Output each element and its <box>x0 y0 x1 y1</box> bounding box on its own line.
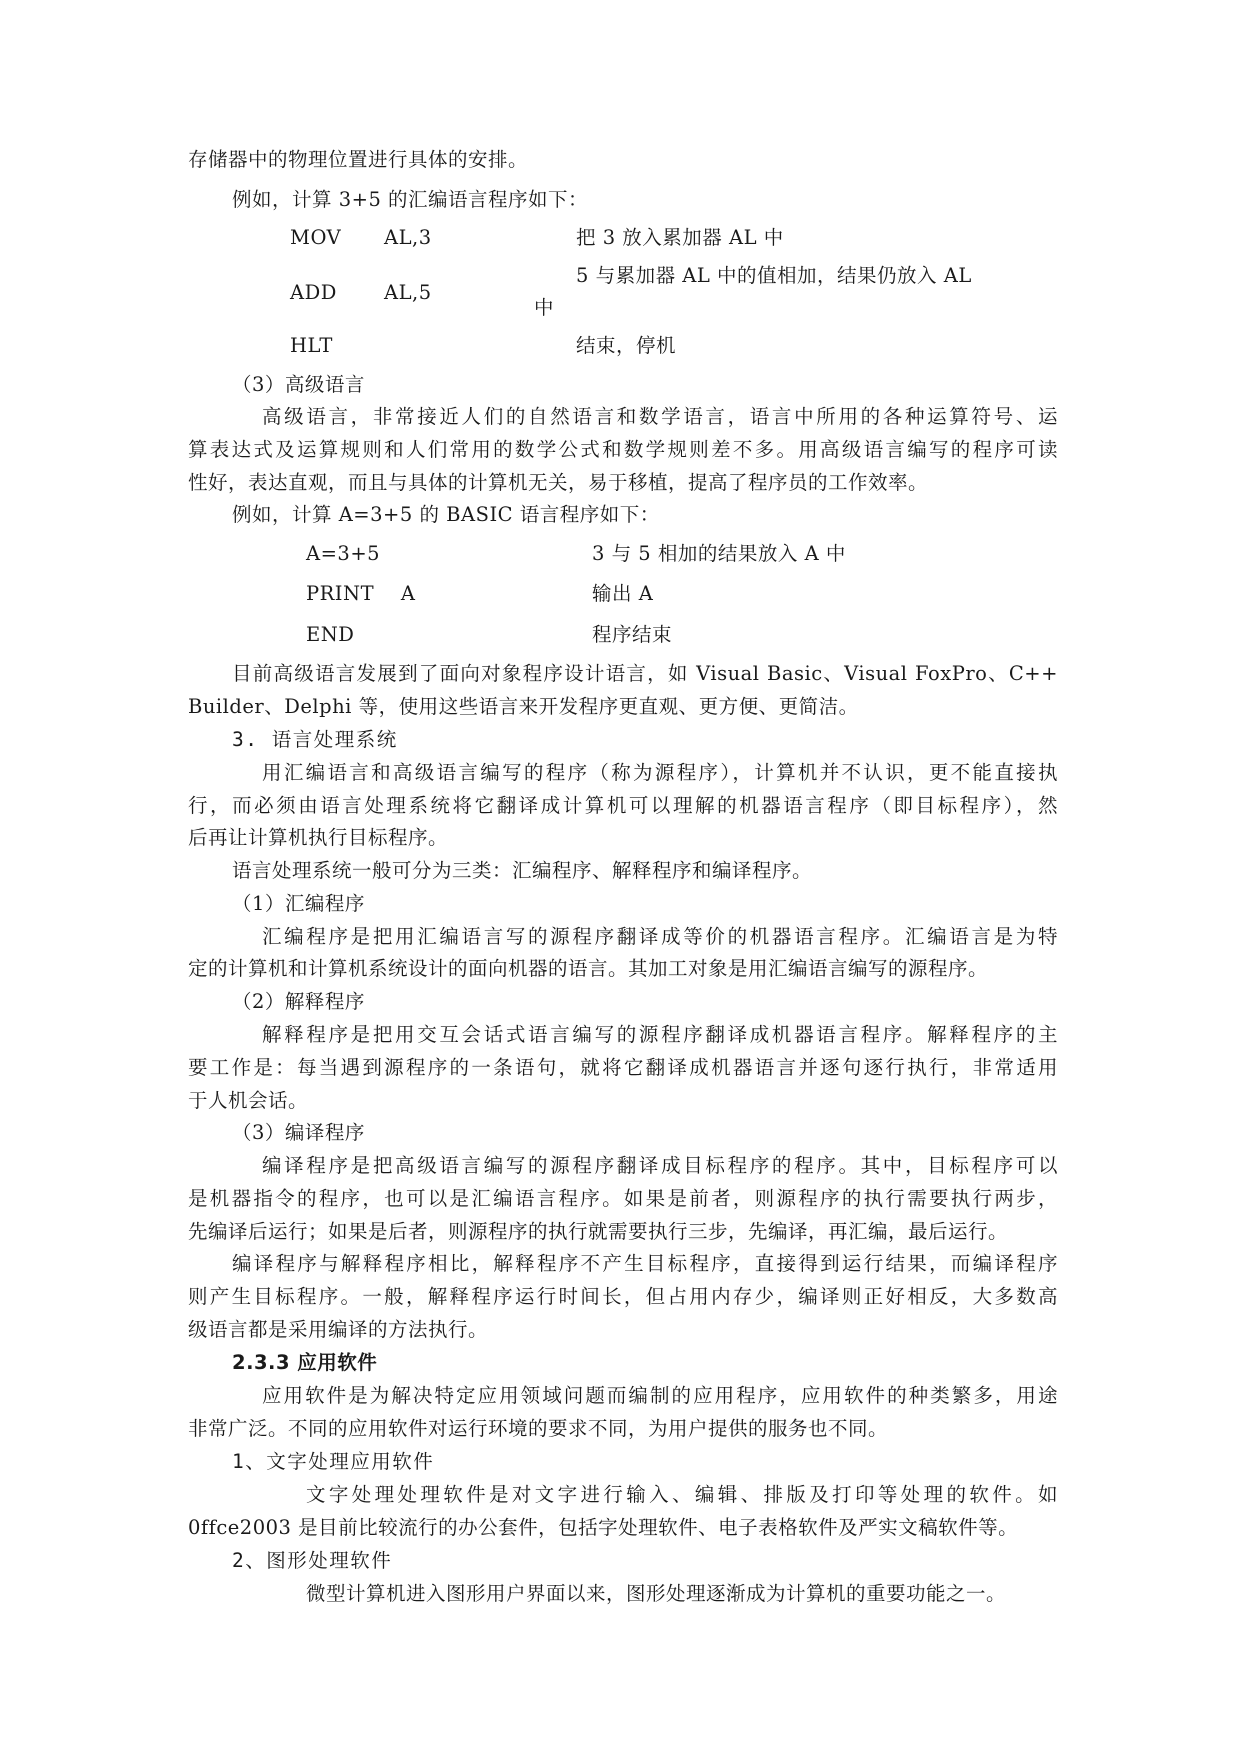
paragraph-line: 后再让计算机执行目标程序。 <box>188 826 449 849</box>
asm-opcode: MOV <box>290 226 342 249</box>
paragraph-line: 性好，表达直观，而且与具体的计算机无关，易于移植，提高了程序员的工作效率。 <box>188 471 929 494</box>
basic-code: PRINT A <box>306 582 416 605</box>
asm-description: 结束，停机 <box>576 334 677 357</box>
paragraph-line: 则产生目标程序。一般，解释程序运行时间长，但占用内存少，编译则正好相反，大多数高 <box>188 1285 1058 1308</box>
paragraph-line: 要工作是：每当遇到源程序的一条语句，就将它翻译成机器语言并逐句逐行执行，非常适用 <box>188 1056 1058 1079</box>
subsection-heading: （3）高级语言 <box>232 373 365 396</box>
asm-operand: AL,5 <box>384 281 432 304</box>
paragraph-line: 汇编程序是把用汇编语言写的源程序翻译成等价的机器语言程序。汇编语言是为特 <box>262 925 1058 948</box>
paragraph-line: 定的计算机和计算机系统设计的面向机器的语言。其加工对象是用汇编语言编写的源程序。 <box>188 957 989 980</box>
paragraph-line: 行，而必须由语言处理系统将它翻译成计算机可以理解的机器语言程序（即目标程序），然 <box>188 794 1058 817</box>
basic-description: 3 与 5 相加的结果放入 A 中 <box>592 542 846 565</box>
basic-description: 程序结束 <box>592 623 673 646</box>
subsection-heading: （3）编译程序 <box>232 1121 365 1144</box>
paragraph-line: 例如，计算 3+5 的汇编语言程序如下： <box>232 188 589 211</box>
paragraph-line: 级语言都是采用编译的方法执行。 <box>188 1318 489 1341</box>
paragraph-line: Builder、Delphi 等，使用这些语言来开发程序更直观、更方便、更简洁。 <box>188 695 859 718</box>
paragraph-line: 文字处理处理软件是对文字进行输入、编辑、排版及打印等处理的软件。如 <box>306 1483 1058 1506</box>
subsection-heading: （1）汇编程序 <box>232 892 365 915</box>
asm-description: 把 3 放入累加器 AL 中 <box>576 226 784 249</box>
paragraph-line: 高级语言，非常接近人们的自然语言和数学语言，语言中所用的各种运算符号、运 <box>262 405 1058 428</box>
paragraph-line: 先编译后运行；如果是后者，则源程序的执行就需要执行三步，先编译，再汇编，最后运行。 <box>188 1220 1009 1243</box>
asm-opcode: HLT <box>290 334 333 357</box>
section-heading: 2.3.3 应用软件 <box>232 1351 378 1374</box>
paragraph-line: 存储器中的物理位置进行具体的安排。 <box>188 148 529 171</box>
paragraph-line: 例如，计算 A=3+5 的 BASIC 语言程序如下： <box>232 503 660 526</box>
paragraph-line: 算表达式及运算规则和人们常用的数学公式和数学规则差不多。用高级语言编写的程序可读 <box>188 438 1058 461</box>
asm-opcode: ADD <box>290 281 337 304</box>
subsection-heading: 2、图形处理软件 <box>232 1549 393 1572</box>
paragraph-line: 目前高级语言发展到了面向对象程序设计语言，如 Visual Basic、Visual FoxPro、C++ <box>232 662 1058 685</box>
paragraph-line: 解释程序是把用交互会话式语言编写的源程序翻译成机器语言程序。解释程序的主 <box>262 1023 1058 1046</box>
section-heading: 3. 语言处理系统 <box>232 728 398 751</box>
paragraph-line: 语言处理系统一般可分为三类：汇编程序、解释程序和编译程序。 <box>232 859 813 882</box>
basic-code: A=3+5 <box>306 542 381 565</box>
paragraph-line: 非常广泛。不同的应用软件对运行环境的要求不同，为用户提供的服务也不同。 <box>188 1417 889 1440</box>
paragraph-line: 编译程序是把高级语言编写的源程序翻译成目标程序的程序。其中，目标程序可以 <box>262 1154 1058 1177</box>
paragraph-line: 应用软件是为解决特定应用领域问题而编制的应用程序，应用软件的种类繁多，用途 <box>262 1384 1058 1407</box>
subsection-heading: 1、文字处理应用软件 <box>232 1450 435 1473</box>
paragraph-line: 编译程序与解释程序相比，解释程序不产生目标程序，直接得到运行结果，而编译程序 <box>232 1252 1058 1275</box>
subsection-heading: （2）解释程序 <box>232 990 365 1013</box>
paragraph-line: 微型计算机进入图形用户界面以来，图形处理逐渐成为计算机的重要功能之一。 <box>306 1582 1007 1605</box>
basic-code: END <box>306 623 355 646</box>
asm-operand: AL,3 <box>384 226 432 249</box>
asm-description: 5 与累加器 AL 中的值相加，结果仍放入 AL <box>576 264 972 287</box>
asm-description-wrap: 中 <box>534 296 555 319</box>
paragraph-line: 0ffce2003 是目前比较流行的办公套件，包括字处理软件、电子表格软件及严实文稿软件等。 <box>188 1516 1019 1539</box>
basic-description: 输出 A <box>592 582 654 605</box>
paragraph-line: 于人机会话。 <box>188 1089 309 1112</box>
paragraph-line: 用汇编语言和高级语言编写的程序（称为源程序），计算机并不认识，更不能直接执 <box>262 761 1058 784</box>
paragraph-line: 是机器指令的程序，也可以是汇编语言程序。如果是前者，则源程序的执行需要执行两步， <box>188 1187 1058 1210</box>
